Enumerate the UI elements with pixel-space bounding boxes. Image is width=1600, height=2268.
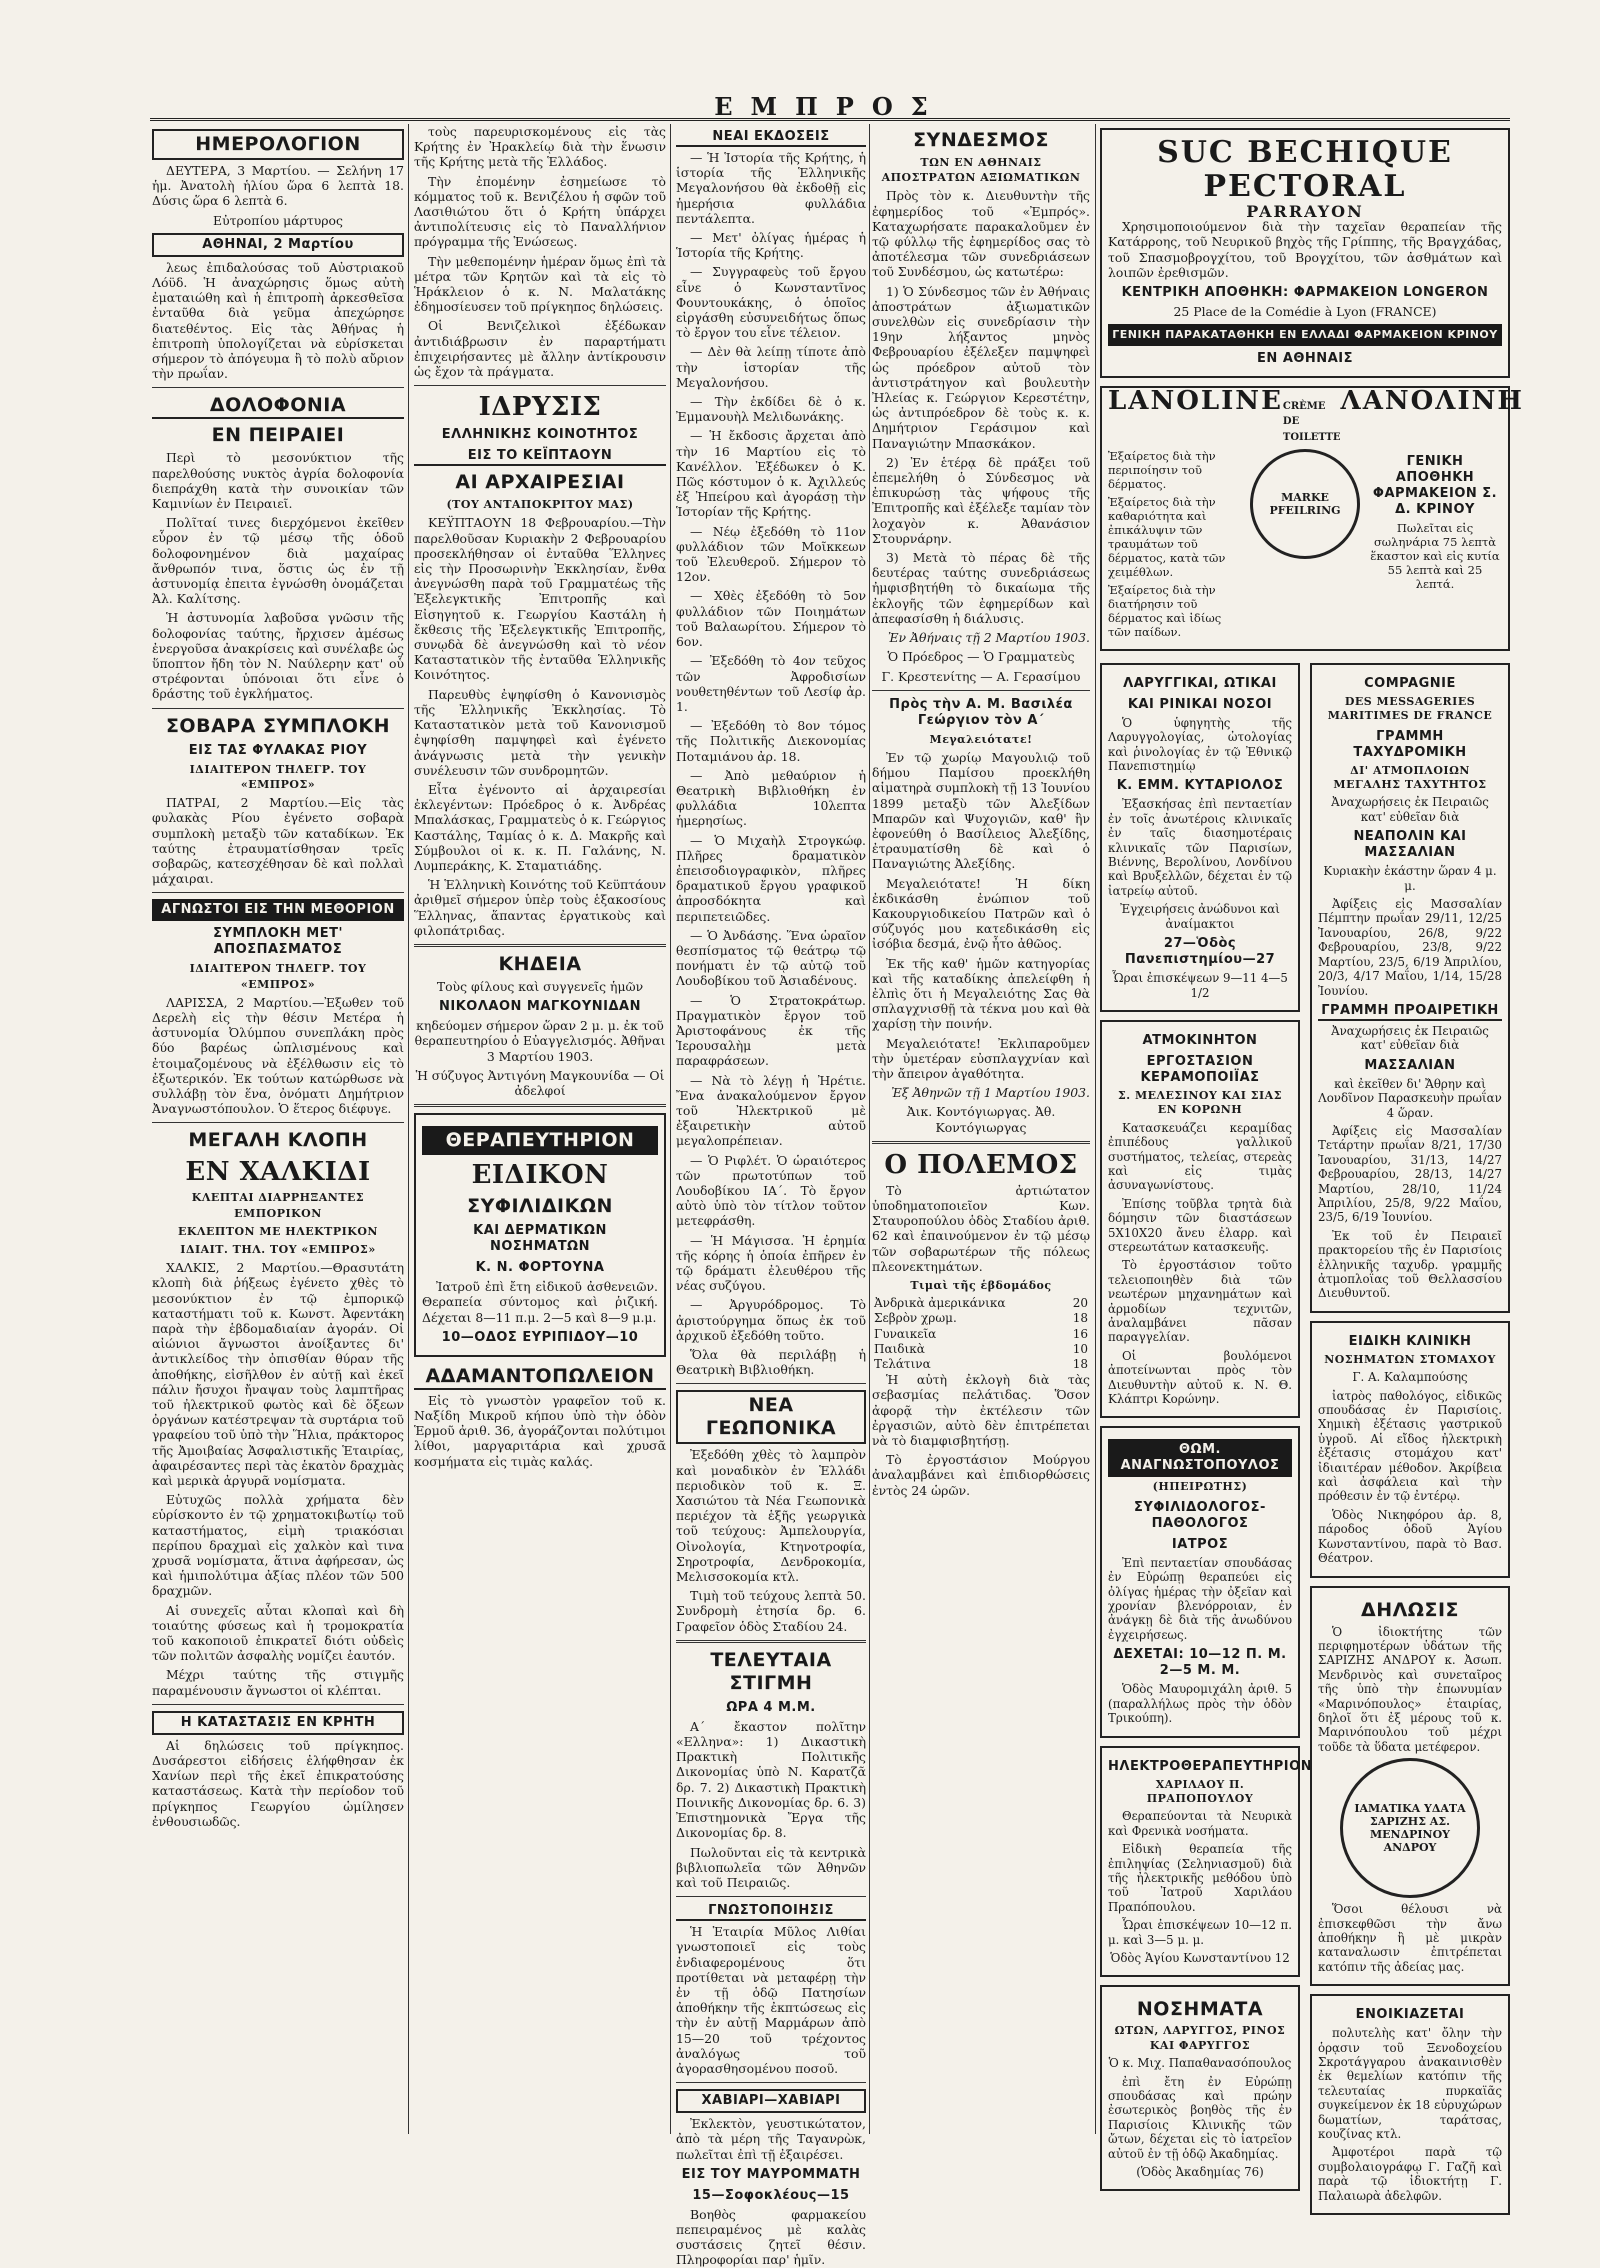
- stomach-address: Ὁδὸς Νικηφόρου ἀρ. 8, πάροδος ὁδοῦ Ἁγίου Κωνσταντίνου, παρὰ τὸ Βασ. Θέατρον.: [1318, 1507, 1502, 1566]
- masthead: ΕΜΠΡΟΣ: [150, 92, 1510, 121]
- rio-headline: ΣΟΒΑΡΑ ΣΥΜΠΛΟΚΗ: [165, 714, 391, 737]
- funeral-text: Τοὺς φίλους καὶ συγγενεῖς ἡμῶν: [436, 978, 644, 994]
- tile-factory-ad: [1100, 1020, 1300, 1419]
- caviar-text: Ἐκλεκτὸν, γευστικώτατον, ἀπὸ τὰ μέρη τῆς Ταγανρὼκ, πωλεῖται ἐπὶ τῇ ἐξαιρέσει.: [676, 2116, 866, 2162]
- electrotherapy-ad: [1100, 1746, 1313, 1978]
- funeral-signature: Ἡ σύζυγος Ἀντιγόνη Μαγκουνίδα — Οἱ ἀδελφοί: [415, 1067, 665, 1098]
- messageries-text: καὶ ἐκεῖθεν δι' Ἄθρην καὶ Λονδῖνον Παρασκευὴν πρωΐαν 4 ὥραν.: [1318, 1076, 1502, 1120]
- publication-item: — Ὁ Ἀνδάσης. Ἕνα ὡραῖον θεσπίσματος τῷ θεάτρῳ τῷ πονήματι ἐν τῷ αὐτῷ τοῦ Λουδοβίκου τοῦ Ἀσιαδένους.: [676, 927, 866, 989]
- foundation-paragraph: Εἶτα ἐγένοντο αἱ ἀρχαιρεσίαι ἐκλεγέντων: Πρόεδρος ὁ κ. Ἀνδρέας Μπαλάσκας, Γραμματεὺς ὁ κ. Γεώργιος Καστάλης, Ταμίας ὁ κ. Δ. Μακρῆς καὶ Σύμβουλοι οἱ κ. κ. Π. Γαλάνης, Ν. Λυμπεράκης, Κ. Σταματιάδης.: [414, 781, 666, 873]
- letter-salutation: Μεγαλειότατε!: [929, 732, 1033, 746]
- larissa-headline-2: ΣΥΜΠΛΟΚΗ ΜΕΤ' ΑΠΟΣΠΑΣΜΑΤΟΣ: [213, 926, 343, 958]
- foundation-headline-3: ΕΙΣ ΤΟ ΚΕΪΠΤΑΟΥΝ: [414, 448, 666, 466]
- doctor-hours: ΔΕΧΕΤΑΙ: 10—12 Π. Μ. 2—5 Μ. Μ.: [1113, 1647, 1287, 1679]
- messageries-ad: [1310, 663, 1510, 1313]
- union-subheading: ΤΩΝ ΕΝ ΑΘΗΝΑΙΣ ΑΠΟΣΤΡΑΤΩΝ ΑΞΙΩΜΑΤΙΚΩΝ: [881, 156, 1081, 185]
- last-minute-text: Πωλοῦνται εἰς τὰ κεντρικὰ βιβλιοπωλεῖα τῶν Ἀθηνῶν καὶ τοῦ Πειραιῶς.: [676, 1844, 866, 1890]
- pectoral-depot: ΚΕΝΤΡΙΚΗ ΑΠΟΘΗΚΗ: ΦΑΡΜΑΚΕΙΟΝ LONGERON: [1121, 285, 1489, 301]
- column-5-ads: [1100, 124, 1524, 2203]
- union-paragraph: Πρὸς τὸν κ. Διευθυντὴν τῆς ἐφημερίδος τοῦ «Ἐμπρός». Καταχωρήσατε παρακαλοῦμεν ἐν τῷ φύλλῳ τῆς ἐφημερίδος σας τὸ ἀποτέλεσμα τῶν συνεδριάσεων τοῦ Συνδέσμου, ὡς κατωτέρω:: [872, 188, 1090, 280]
- lanoline-title: LANOLINE: [1108, 386, 1283, 417]
- publication-item: — Ὁ Ριφλέτ. Ὁ ὡραιότερος τῶν πρωτοτύπων τοῦ Λουδοβίκου ΙΑ΄. Τὸ ἔργον αὐτὸ ὑπὸ τὸν τίτλον τοῦτον μετεφράσθη.: [676, 1152, 866, 1229]
- last-minute-text: Α΄ ἔκαστον πολῖτην «Ελληνα»: 1) Δικαστικὴ Πρακτικὴ Πολιτικῆς Δικονομίας ὑπὸ Ν. Καρατζᾶ δρ. 7. 2) Δικαστικὴ Πρακτικὴ Ποινικῆς Δικονομίας δρ. 6. 3) Ἐπιστημονικὰ Ἔργα τῆς Δικονομίας δρ. 8.: [676, 1718, 866, 1841]
- publication-item: — Ἀργυρόδρομος. Τὸ ἀριστούργημα ὅπως ἐκ τοῦ ἀρχικοῦ ἐξεδόθη τοῦτο.: [676, 1297, 866, 1343]
- stomach-title-2: ΝΟΣΗΜΑΤΩΝ ΣΤΟΜΑΧΟΥ: [1324, 1352, 1496, 1366]
- electro-text: Εἰδικὴ θεραπεία τῆς ἐπιληψίας (Σεληνιασμοῦ) διὰ τῆς ἠλεκτρικῆς μεθόδου ὑπὸ τοῦ Ἰατροῦ Χαριλάου Πραπόπουλου.: [1108, 1842, 1292, 1914]
- publication-item: — Χθὲς ἐξεδόθη τὸ 5ον φυλλάδιον τῶν Ποιημάτων τοῦ Βαλαωρίτου. Σήμερον τὸ 6ον.: [676, 588, 866, 650]
- murder-paragraph: Περὶ τὸ μεσονύκτιον τῆς παρελθούσης νυκτὸς ἀγρία δολοφονία διεπράχθη κατὰ τὴν συνοικίαν τῶν Καμινίων ἐν Πειραιεῖ.: [152, 450, 404, 512]
- diseases-ad: [1100, 1985, 1300, 2191]
- stomach-doctor: Γ. Α. Καλαμπούσης: [1352, 1370, 1468, 1385]
- table-row: Γυναικεῖα 16: [874, 1326, 1088, 1341]
- foundation-headline: ΙΔΡΥΣΙΣ: [478, 392, 602, 423]
- crete-continued: τοὺς παρευρισκομένους εἰς τὰς Κρήτης ἐν Ἠρακλείῳ διὰ τὴν ἕνωσιν τῆς Κρήτης μετὰ τῆς Ἑλλάδος.: [414, 124, 666, 170]
- foundation-headline-4: ΑΙ ΑΡΧΑΙΡΕΣΙΑΙ: [455, 471, 625, 494]
- letter-paragraph: Ἐν τῷ χωρίῳ Μαγουλιῷ τοῦ δήμου Παμίσου προεκλήθη αἱματηρὰ συμπλοκὴ τῇ 13 Ἰουνίου 1899 μεταξὺ τῶν Ἀλεξίδων Μπαρῶν καὶ Ψυχογιῶν, καθ' ἣν ἐφονεύθη ὁ Βασίλειος Ἀλεξίδης, ἐτραυματίσθη δὲ καὶ ὁ Παναγιώτης Ἀλεξίδης.: [872, 749, 1090, 872]
- foundation-paragraph: Ἡ Ἑλληνικὴ Κοινότης τοῦ Κεϋπτάουν ἀριθμεῖ σήμερον ὑπὲρ τοὺς ἑξακοσίους Ἕλληνας, ἅπαντας ἐργατικοὺς καὶ φιλοπάτριδας.: [414, 877, 666, 938]
- pectoral-title: SUC BECHIQUE PECTORAL: [1157, 135, 1453, 204]
- price-table: [872, 1296, 1090, 1372]
- ent-doctor-name: Κ. ΕΜΜ. ΚΥΤΑΡΙΟΛΟΣ: [1116, 778, 1284, 794]
- messageries-text: Ἐκ τοῦ ἐν Πειραιεῖ πρακτορείου τῆς ἐν Παρισίοις ἑλληνικῆς ταχυδρ. γραμμῆς ἀτμοπλοΐας τοῦ Θελλασσίου Διευθυντοῦ.: [1318, 1228, 1502, 1301]
- messageries-subtitle: DES MESSAGERIES MARITIMES DE FRANCE: [1327, 694, 1493, 723]
- crete-headline: Η ΚΑΤΑΣΤΑΣΙΣ ΕΝ ΚΡΗΤΗ: [152, 1711, 404, 1735]
- doctor-address: Ὁδὸς Μαυρομιχάλη ἀριθ. 5 (παραλλήλως πρὸς τὴν ὁδὸν Τρικούπη).: [1108, 1682, 1292, 1726]
- pectoral-address: 25 Place de la Comédie à Lyon (FRANCE): [1173, 304, 1437, 320]
- doctor-title: ΙΑΤΡΟΣ: [1171, 1536, 1229, 1552]
- caviar-address-2: 15—Σοφοκλέους—15: [692, 2187, 850, 2203]
- larissa-headline: ΑΓΝΩΣΤΟΙ ΕΙΣ ΤΗΝ ΜΕΘΟΡΙΟΝ: [152, 899, 404, 921]
- doctor-specialty: ΣΥΦΙΛΙΔΟΛΟΓΟΣ-ΠΑΘΟΛΟΓΟΣ: [1134, 1499, 1266, 1531]
- theft-headline-2: ΕΝ ΧΑΛΚΙΔΙ: [185, 1157, 371, 1188]
- pectoral-ad: [1100, 128, 1510, 378]
- clinic-title: ΘΕΡΑΠΕΥΤΗΡΙΟΝ: [422, 1126, 658, 1155]
- messageries-greek: ΓΡΑΜΜΗ ΤΑΧΥΔΡΟΜΙΚΗ: [1353, 728, 1467, 760]
- diseases-address: (Ὁδὸς Ἀκαδημίας 76): [1136, 2165, 1264, 2180]
- declaration-text: Ὅσοι θέλουσι νὰ ἐπισκεφθῶσι τὴν ἄνω ἀποθήκην ἢ μὲ μικρὰν καταναλωσιν ἐπιτρέπεται κατόπιν τῆς ἀδείας μας.: [1318, 1902, 1502, 1974]
- rio-headline-2: ΕΙΣ ΤΑΣ ΦΥΛΑΚΑΣ ΡΙΟΥ: [188, 742, 368, 758]
- diseases-title: ΝΟΣΗΜΑΤΑ: [1136, 1998, 1264, 2021]
- theft-headline: ΜΕΓΑΛΗ ΚΛΟΠΗ: [188, 1129, 368, 1152]
- ent-text: Ἐξασκήσας ἐπὶ πενταετίαν ἐν τοῖς ἀνωτέροις κλινικαῖς ἐν ταῖς διασημοτέραις κλινικαῖς τῶν Παρισίων, Βιέννης, Βερολίνου, Λονδίνου καὶ Βρυξελλῶν, δέχεται ἐν τῷ ἰατρείῳ αὐτοῦ.: [1108, 797, 1292, 898]
- lanoline-text: Ἐξαίρετος διὰ τὴν περιποίησιν τοῦ δέρματος.: [1108, 448, 1216, 491]
- calendar-saint: Εὐτροπίου μάρτυρος: [213, 212, 343, 228]
- clinic-ad: [414, 1113, 666, 1357]
- foundation-headline-2: ΕΛΛΗΝΙΚΗΣ ΚΟΙΝΟΤΗΤΟΣ: [441, 427, 639, 443]
- ent-text: Ὁ ὑφηγητὴς τῆς Λαρυγγολογίας, ὠτολογίας καὶ ῥινολογίας ἐν τῷ Ἐθνικῷ Πανεπιστημίῳ: [1108, 715, 1292, 774]
- table-row: Παιδικὰ 10: [874, 1341, 1088, 1356]
- foundation-paragraph: ΚΕΫΠΤΑΟΥΝ 18 Φεβρουαρίου.—Τὴν παρελθοῦσαν Κυριακὴν 2 Φεβρουαρίου προσεκλήθησαν οἱ ἐνταῦθα Ἕλληνες εἰς τὴν Προσωρινὴν Ἐκκλησίαν, ἔνθα ἀνεγνώσθη παρὰ τοῦ Γραμματέως τῆς Ἐξελεγκτικῆς Ἐπιτροπῆς καὶ Εἰσηγητοῦ κ. Γεωργίου Καστάλη ἡ ἔκθεσις τῆς Ἐξελεγκτικῆς Ἐπιτροπῆς, συνῳδὰ δὲ ἀνεγνώσθη καὶ τὸ νέον Καταστατικὸν τῆς ἐνταῦθα Ἑλληνικῆς Κοινότητος.: [414, 515, 666, 683]
- column-3: [676, 124, 866, 2268]
- lanoline-price: Πωλεῖται εἰς σωληνάρια 75 λεπτὰ ἕκαστον καὶ εἰς κυτία 55 λεπτὰ καὶ 25 λεπτά.: [1370, 520, 1500, 591]
- letter-paragraph: Μεγαλειότατε! Ἡ δίκη ἐκδικάσθη ἐνώπιον τοῦ Κακουργιοδικείου Πατρῶν καὶ ὁ σύζυγός μου κατεδικάσθη εἰς ἰσόβια δεσμά, ἐνῷ ἦτο ἀθῶος.: [872, 875, 1090, 952]
- lanoline-depot: ΓΕΝΙΚΗ ΑΠΟΘΗΚΗ ΦΑΡΜΑΚΕΙΟΝ Σ. Δ. ΚΡΙΝΟΥ: [1372, 453, 1498, 517]
- foundation-subheading: (ΤΟΥ ΑΝΤΑΠΟΚΡΙΤΟΥ ΜΑΣ): [446, 498, 634, 512]
- price-table-title: Τιμαὶ τῆς ἑβδομάδος: [910, 1279, 1052, 1292]
- factory-text: Οἱ βουλόμενοι ἀποτείνωνται πρὸς τὸν Διευθυντὴν αὐτοῦ κ. Ν. Θ. Κλάπτρι Κορώνην.: [1108, 1348, 1292, 1407]
- larissa-paragraph: ΛΑΡΙΣΣΑ, 2 Μαρτίου.—Ἐξωθεν τοῦ Δερελὴ εἰς τὴν θέσιν Μετέρα ἡ ἀστυνομία Ὀλύμπου συνεπλάκη πρὸς δύο βαρέως ὡπλισμένους καὶ ἐτοιμαζομένους νὰ ἐξέλθωσιν εἰς τὸ ἐξωτερικόν. Ἐκ τούτων κατώρθωσε νὰ συλλάβῃ τὸν ἕνα, ὀνόματι Δημήτριον Ἀναγνωστόπουλον. Ὁ ἕτερος διέφυγε.: [152, 994, 404, 1117]
- publication-item: — Ὁ Στρατοκράτωρ. Πραγματικὸν ἔργον τοῦ Ἀριστοφάνους ἐκ τῆς Ἱερουσαλὴμ μετὰ παραφράσεων.: [676, 992, 866, 1069]
- table-row: Τελάτινα 18: [874, 1357, 1088, 1372]
- syphilis-doctor-ad: [1100, 1426, 1300, 1737]
- letter-paragraph: Μεγαλειότατε! Ἐκλιπαροῦμεν τὴν ὑμετέραν εὐσπλαγχνίαν καὶ τὴν ἄπειρον ἀγαθότητα.: [872, 1035, 1090, 1081]
- pectoral-text: Χρησιμοποιούμενον διὰ τὴν ταχεῖαν θεραπείαν τῆς Κατάρροης, τοῦ Νευρικοῦ βηχὸς τῆς Γρίππης, τῆς Βραγχάδας, τοῦ Σπασμοβρογχίτου, τοῦ Βρογχίτου, τῶν ἀσθμάτων καὶ λοιπῶν ἐρεθισμῶν.: [1108, 219, 1502, 280]
- ent-hours: Ὧραι ἐπισκέψεων 9—11 4—5 1/2: [1112, 971, 1288, 1000]
- agriculture-headline: ΝΕΑ ΓΕΩΠΟΝΙΚΑ: [676, 1390, 866, 1444]
- messageries-destination-2: ΜΑΣΣΑΛΙΑΝ: [1364, 1057, 1456, 1073]
- rent-text: Ἀμφοτέροι παρὰ τῷ συμβολαιογράφῳ Γ. Γαζῆ καὶ παρὰ τῷ ἰδιοκτήτῃ Γ. Παλαιωρὰ ἀδελφῶν.: [1318, 2145, 1502, 2203]
- electro-title: ΗΛΕΚΤΡΟΘΕΡΑΠΕΥΤΗΡΙΟΝ: [1108, 1758, 1313, 1774]
- publication-item: — Ἐξεδόθη τὸ 8ον τόμος τῆς Πολιτικῆς Διεκονομίας Ποταμιάνου ἀρ. 18.: [676, 718, 866, 764]
- union-paragraph: 1) Ὁ Σύνδεσμος τῶν ἐν Ἀθήναις ἀποστράτων ἀξιωματικῶν συνελθὼν εἰς συνεδρίασιν τὴν 19ην λήξαντος μηνὸς Φεβρουαρίου ἐξέλεξεν παμψηφεὶ ὡς πρόεδρον αὐτοῦ τὸν ἀντιστράτηγον καὶ βουλευτὴν Ἠλείας κ. Γεώργιον Κερεστέτην, ὡς ἀντιπρόεδρον δὲ τοὺς κ. κ. Δημήτριον Γεράσιμον καὶ Παναγιώτην Μπασκάκον.: [872, 283, 1090, 451]
- messageries-text: Ἀναχωρήσεις ἐκ Πειραιῶς κατ' εὐθεῖαν διὰ: [1331, 1023, 1489, 1053]
- publication-item: — Δὲν θὰ λείπῃ τίποτε ἀπὸ τὴν ἱστορίαν τῆς Μεγαλονήσου.: [676, 344, 866, 390]
- column-rule: [670, 124, 671, 2134]
- lanoline-middle: CRÈME DE TOILETTE: [1282, 401, 1341, 443]
- publication-item: — Ἡ Μάγισσα. Ἡ ἐρημία τῆς κόρης ἡ ὁποία ἐπῆρεν ἐν τῷ δράματι ἐλευθέρου τῆς νέας συζύγου.: [676, 1232, 866, 1294]
- rent-text: πολυτελὴς κατ' ὄλην τὴν ὁρᾳσιν τοῦ Ξενοδοχείου Σκροτάγγαρου ἀνακαινισθὲν ἐκ θεμελίων κατόπιν τῆς τελευταίας πυρκαϊᾶς συγκείμενον ἐκ 18 εὐρυχώρων δωματίων, ταράτσας, κουζίνας κτλ.: [1318, 2026, 1502, 2142]
- jeweler-headline: ΑΔΑΜΑΝΤΟΠΩΛΕΙΟΝ: [414, 1365, 666, 1390]
- publication-item: — Νὰ τὸ λέγῃ ἡ Ἠρέτιε. Ἔνα ἀνακαλούμενον ἔργον τοῦ Ἠλεκτρικοῦ μὲ ἐξαιρετικὴν αὐτοῦ μεγαλοπρέπειαν.: [676, 1072, 866, 1149]
- messageries-destination: ΝΕΑΠΟΛΙΝ ΚΑΙ ΜΑΣΣΑΛΙΑΝ: [1353, 829, 1467, 861]
- publication-item: — Ὁ Μιχαὴλ Στρογκώφ. Πλῆρες δραματικὸν ἐπεισοδιογραφικὸν, πλῆρες δραματικοῦ ἔργου γραφικοῦ ἀπροσδόκητα καὶ περιπετειῶδες.: [676, 832, 866, 924]
- declaration-ad: [1310, 1586, 1510, 1987]
- messageries-greek-2: ΔΙ' ΑΤΜΟΠΛΟΙΩΝ ΜΕΓΑΛΗΣ ΤΑΧΥΤΗΤΟΣ: [1333, 763, 1487, 792]
- table-row: Σεβρὸν χρωμ. 18: [874, 1311, 1088, 1326]
- electro-title-2: ΧΑΡΙΛΑΟΥ Π. ΠΡΑΠΟΠΟΥΛΟΥ: [1146, 1777, 1254, 1805]
- ent-doctor-ad: [1100, 663, 1300, 1012]
- calendar-body: ΔΕΥΤΕΡΑ, 3 Μαρτίου. — Σελήνη 17 ἡμ. Ἀνατολὴ ἡλίου ὥρα 6 λεπτὰ 18. Δύσις ὥρα 6 λεπτὰ 6.: [152, 163, 404, 209]
- doctor-text: Ἐπὶ πενταετίαν σπουδάσας ἐν Εὐρώπῃ θεραπεύει εἰς ὀλίγας ἡμέρας τὴν ὀξεῖαν καὶ χρονίαν βλενόρροιαν, ἐν ἀνάγκῃ δὲ διὰ τῆς ἀνωδύνου ἐγχειρήσεως.: [1108, 1555, 1292, 1642]
- agriculture-text: Ἐξεδόθη χθὲς τὸ λαμπρὸν καὶ μοναδικὸν ἐν Ἑλλάδι περιοδικὸν τοῦ κ. Ξ. Χασιώτου τὰ Νέα Γεωπονικὰ περιέχον τὰ ἑξῆς γεωργικὰ τοῦ τεύχους: Ἀμπελουργία, Οἰνολογία, Κτηνοτροφία, Σηροτροφία, Δενδροκομία, Μελισσοκομία κτλ.: [676, 1447, 866, 1585]
- calendar-heading: ΗΜΕΡΟΛΟΓΙΟΝ: [152, 129, 404, 160]
- pfeilring-mark-icon: MARKE PFEILRING: [1250, 449, 1360, 559]
- union-paragraph: 3) Μετὰ τὸ πέρας δὲ τῆς δευτέρας ταύτης συνεδριάσεως ἠμφισβητήθη τὸ δικαίωμα τῆς ἐκλογῆς τῶν ἐφημερίδων καὶ ἀπεφασίσθη ἡ διάλυσις.: [872, 550, 1090, 626]
- notice-headline: ΓΝΩΣΤΟΠΟΙΗΣΙΣ: [676, 1903, 866, 1921]
- agriculture-text: Τιμὴ τοῦ τεύχους λεπτὰ 50. Συνδρομὴ ἐτησία δρ. 6. Γραφεῖον ὁδὸς Σταδίου 24.: [676, 1588, 866, 1634]
- funeral-name: ΝΙΚΟΛΑΟΝ ΜΑΓΚΟΥΝΙΔΑΝ: [439, 999, 641, 1015]
- theft-subheading: ΕΚΛΕΠΤΟΝ ΜΕ ΗΛΕΚΤΡΙΚΟΝ: [178, 1224, 378, 1238]
- publication-item: — Ἐξεδόθη τὸ 4ον τεῦχος τῶν Ἀφροδισίων νουθετηθέντων τοῦ Λεσίφ ἀρ. 1.: [676, 653, 866, 714]
- last-minute-headline: ΤΕΛΕΥΤΑΙΑ ΣΤΙΓΜΗ: [710, 1648, 832, 1694]
- messageries-title: COMPAGNIE: [1364, 675, 1456, 691]
- clinic-address: 10—ΟΔΟΣ ΕΥΡΙΠΙΔΟΥ—10: [441, 1329, 639, 1345]
- dateline: ΑΘΗΝΑΙ, 2 Μαρτίου: [152, 233, 404, 257]
- letter-headline: Πρὸς τὴν Α. Μ. Βασιλέα Γεώργιον τὸν Α΄: [889, 696, 1073, 728]
- messageries-text: Ἀφίξεις εἰς Μασσαλίαν Τετάρτην πρωΐαν 8/21, 17/30 Ἰανουαρίου, 31/13, 14/27 Φεβρουαρίου, 28/13, 14/27 Μαρτίου, 28/10, 11/24 Ἀπριλίου, 25/8, 9/22 Μαΐου, 23/5, 6/19 Ἰουνίου.: [1318, 1123, 1502, 1225]
- crete-continued: Τὴν μεθεπομένην ἡμέραν ὅμως ἐπὶ τὰ μέτρα τῶν Κρητῶν καὶ τὰ εἰς τὸ Ἡράκλειον ὁ κ. Ν. Μαλατάκης ἐδημοσίευσεν τοῦ πρίγκηπος δηλώσεις.: [414, 253, 666, 315]
- optional-line: ΓΡΑΜΜΗ ΠΡΟΑΙΡΕΤΙΚΗ: [1318, 1003, 1502, 1021]
- mineral-water-seal-icon: ΙΑΜΑΤΙΚΑ ΥΔΑΤΑ ΣΑΡΙΖΗΣ ΑΣ. ΜΕΝΔΡΙΝΟΥ ΑΝΔΡΟΥ: [1340, 1758, 1480, 1898]
- ent-text: Ἐγχειρήσεις ἀνώδυνοι καὶ ἀναίμακτοι: [1120, 902, 1280, 931]
- publication-item: — Μετ' ὀλίγας ἡμέρας ἡ Ἱστορία τῆς Κρήτης.: [676, 230, 866, 261]
- column-2: [414, 124, 666, 2134]
- lead-paragraph: λεως ἐπιδαλούσας τοῦ Αὐστριακοῦ Λόϋδ. Ἡ ἀναχώρησις ὅμως αὐτὴ ἐματαιώθη καὶ ἡ ἐπιτροπὴ ἀρκεσθεῖσα ἐνταῦθα διὰ γεῦμα ἀπεχώρησε διατεθέντος. Εἰς τὰς Ἀθήνας ἡ ἐπιτροπὴ ὑπολογίζεται νὰ εὑρίσκεται σήμερον τὸ ἀπόγευμα ἢ τὸ πολὺ αὔριον τὴν πρωΐαν.: [152, 259, 404, 382]
- publication-item: — Νέῳ ἐξεδόθη τὸ 11ον φυλλάδιον τῶν Μοῖκκεων τοῦ Ἐλευθεροῦ. Σήμερον τὸ 12ον.: [676, 523, 866, 585]
- union-date: Ἐν Ἀθήναις τῇ 2 Μαρτίου 1903.: [887, 630, 1090, 646]
- war-paragraph: Τὸ ἐργοστάσιον Μούργου ἀναλαμβάνει καὶ ἐπιδιορθώσεις ἐντὸς 24 ὡρῶν.: [872, 1452, 1090, 1498]
- crete-paragraph: Αἱ δηλώσεις τοῦ πρίγκηπος. Δυσάρεστοι εἰδήσεις ἐλήφθησαν ἐκ Χανίων περὶ τῆς ἐκεῖ ἐπικρατούσης καταστάσεως. Κατὰ τὴν περίοδον τοῦ πρίγκηπος Γεωργίου ὡμίλησεν ἐνθουσιωδῶς.: [152, 1737, 404, 1829]
- funeral-headline: ΚΗΔΕΙΑ: [498, 952, 582, 975]
- clinic-title-2: ΕΙΔΙΚΟΝ: [471, 1160, 609, 1191]
- publication-item: Ὅλα θὰ περιλάβῃ ἡ Θεατρικὴ Βιβλιοθήκη.: [676, 1347, 866, 1378]
- union-signature: Ὁ Πρόεδρος — Ὁ Γραμματεὺς: [887, 649, 1075, 665]
- letter-signature: Ἀικ. Κοντόγιωργας. Ἀθ. Κοντόγιωργας: [906, 1104, 1056, 1135]
- rent-title: ΕΝΟΙΚΙΑΖΕΤΑΙ: [1355, 2007, 1465, 2023]
- larissa-subheading: ΙΔΙΑΙΤΕΡΟΝ ΤΗΛΕΓΡ. ΤΟΥ «ΕΜΠΡΟΣ»: [189, 962, 367, 991]
- last-minute-time: ΩΡΑ 4 Μ.Μ.: [726, 1699, 816, 1715]
- publication-item: — Ἀπὸ μεθαύριον ἡ Θεατρικὴ Βιβλιοθήκη ἐν φυλλάδια 10λεπτα ἡμερησίως.: [676, 767, 866, 829]
- ent-title: ΛΑΡΥΓΓΙΚΑΙ, ΩΤΙΚΑΙ: [1123, 675, 1277, 691]
- stomach-title: ΕΙΔΙΚΗ ΚΛΙΝΙΚΗ: [1348, 1333, 1472, 1349]
- doctor-origin: (ΗΠΕΙΡΩΤΗΣ): [1152, 1480, 1248, 1494]
- crete-continued: Οἱ Βενιζελικοὶ ἐξέδωκαν ἀντιδιάβρωσιν ἐν παραρτήματι ἐπιχειρήσαντες μὲ ἄλλην ἀντίκρουσιν ὡς ἔχον τὰ πράγματα.: [414, 318, 666, 380]
- murder-headline-2: ΕΝ ΠΕΙΡΑΙΕΙ: [211, 424, 345, 447]
- lanoline-text: Ἐξαίρετος διὰ τὴν διατήρησιν τοῦ δέρματος καὶ ἰδίως τῶν παίδων.: [1108, 582, 1222, 639]
- electro-address: Ὁδὸς Ἁγίου Κωνσταντίνου 12: [1110, 1950, 1290, 1965]
- factory-title-3: Σ. ΜΕΛΕΣΙΝΟΥ ΚΑΙ ΣΙΑΣ ΕΝ ΚΟΡΩΝΗ: [1118, 1088, 1282, 1117]
- lanoline-text: Ἐξαίρετος διὰ τὴν καθαριότητα καὶ ἐπικάλυψιν τῶν τραυμάτων τοῦ δέρματος, κατὰ τῶν χειμέθλων.: [1108, 494, 1226, 579]
- caviar-headline: ΧΑΒΙΑΡΙ—ΧΑΒΙΑΡΙ: [676, 2089, 866, 2113]
- theft-subheading: ΙΔΙΑΙΤ. ΤΗΛ. ΤΟΥ «ΕΜΠΡΟΣ»: [180, 1242, 376, 1256]
- pharmacy-assistant-text: Βοηθὸς φαρμακείου πεπειραμένος μὲ καλὰς συστάσεις ζητεῖ θέσιν. Πληροφορίαι παρ' ἡμῖν.: [676, 2206, 866, 2268]
- union-headline: ΣΥΝΔΕΣΜΟΣ: [913, 129, 1049, 151]
- column-rule: [869, 124, 870, 2134]
- murder-paragraph: Ἡ ἀστυνομία λαβοῦσα γνῶσιν τῆς δολοφονίας ταύτης, ἤρχισεν ἀμέσως ἐνεργοῦσα ἀνακρίσεις καὶ συνέλαβε ὡς ὕποπτον ἤδη τὸν Ν. Ναύλερην κατ' οὗ στρέφονται ὑπόνοιαι ὅτι εἶνε ὁ δράστης τοῦ ἐγκλήματος.: [152, 610, 404, 702]
- diseases-doctor: Ὁ κ. Μιχ. Παπαθανασόπουλος: [1108, 2056, 1292, 2071]
- factory-text: Κατασκευάζει κεραμίδας ἐπιπέδους γαλλικοῦ συστήματος, τελείας, στερεὰς καὶ εἰς τιμὰς ἀσυναγωνίστους.: [1108, 1120, 1292, 1193]
- column-rule: [1095, 124, 1096, 2134]
- rio-subheading: ΙΔΙΑΙΤΕΡΟΝ ΤΗΛΕΓΡ. ΤΟΥ «ΕΜΠΡΟΣ»: [189, 762, 367, 791]
- publication-item: — Ἡ Ἱστορία τῆς Κρήτης, ἡ ἱστορία τῆς Ἑλληνικῆς Μεγαλονήσου θὰ ἐκδοθῇ εἰς ἡμερήσια φυλλάδια πεντάλεπτα.: [676, 150, 866, 226]
- electro-text: Θεραπεύονται τὰ Νευρικὰ καὶ Φρενικὰ νοσήματα.: [1108, 1809, 1292, 1838]
- factory-title: ATMOKINHTON: [1142, 1032, 1258, 1048]
- column-rule: [408, 124, 409, 2134]
- messageries-text: Ἀναχωρήσεις ἐκ Πειραιῶς κατ' εὐθεῖαν διὰ: [1331, 795, 1489, 824]
- doctor-name: ΘΩΜ. ΑΝΑΓΝΩΣΤΟΠΟΥΛΟΣ: [1108, 1439, 1292, 1477]
- notice-text: Ἡ Ἑταιρία Μῦλος Λιθίαι γνωστοποιεῖ εἰς τοὺς ἐνδιαφερομένους ὅτι προτίθεται νὰ μεταφέρῃ τὴν ἐν τῇ ὁδῷ Πατησίων ἀποθήκην τῆς ἐκπτώσεως εἰς τὴν ἐν αὐτῇ Μαρμάρων ἀπὸ 15—20 τοῦ τρέχοντος ἀναλόγως τοῦ ἀγορασθησομένου ποσοῦ.: [676, 1924, 866, 2076]
- declaration-title: ΔΗΛΩΣΙΣ: [1361, 1598, 1459, 1621]
- stomach-text: ἰατρὸς παθολόγος, εἰδικῶς σπουδάσας ἐν Παρισίοις. Χημικὴ ἐξέτασις γαστρικοῦ ὑγροῦ. Αἱ εἴδος ἠλεκτρικὴ ἐξέτασις στομάχου κατ' ἰδιαιτέραν μέθοδον. Ἀκρίβεια καὶ ἀσφάλεια καὶ τὴν πρόθεσιν ἐν τῷ ἐντέρῳ.: [1318, 1388, 1502, 1504]
- stomach-clinic-ad: [1310, 1321, 1510, 1578]
- publications-headline: ΝΕΑΙ ΕΚΔΟΣΕΙΣ: [676, 129, 866, 147]
- murder-paragraph: Πολῖταί τινες διερχόμενοι ἐκεῖθεν εὗρον ἐν τῷ μέσῳ τῆς ὁδοῦ δολοφονημένον διὰ μαχαίρας ἄνθρωπόν τινα, ὅστις ὡς ἐν τῇ ἀστυνομίᾳ ἐπειτα ἐγνώσθη ὀνομάζεται Ἀλ. Καλίτσης.: [152, 515, 404, 607]
- war-paragraph: Ἡ αὐτὴ ἐκλογὴ διὰ τὰς σεβασμίας πελάτιδας. Ὅσον ἀφορᾷ τὴν ἐκτέλεσιν τῶν ἐργασιῶν, αὐτὸ δὲν ἐπιτρέπεται νὰ τὸ διαμφισβητήσῃ.: [872, 1372, 1090, 1449]
- clinic-doctor: Κ. Ν. ΦΟΡΤΟΥΝΑ: [475, 1260, 605, 1276]
- column-1: [152, 124, 404, 2134]
- messageries-text: Ἀφίξεις εἰς Μασσαλίαν Πέμπτην πρωΐαν 29/11, 12/25 Ἰανουαρίου, 26/8, 9/22 Φεβρουαρίου, 23/8, 9/22 Μαρτίου, 23/5, 6/19 Ἀπριλίου, 20/3, 4/17 Μαΐου, 1/14, 15/28 Ἰουνίου.: [1318, 897, 1502, 998]
- letter-paragraph: Ἐκ τῆς καθ' ἡμῶν κατηγορίας καὶ τῆς καταδίκης ἀπελείφθη ἡ ἐλπὶς ὅτι ἡ Μεγαλειότης Σας θὰ σπλαγχνισθῇ τὰ τέκνα μου καὶ θὰ χαρίσῃ τὴν ποινήν.: [872, 955, 1090, 1032]
- clinic-title-4: ΚΑΙ ΔΕΡΜΑΤΙΚΩΝ ΝΟΣΗΜΑΤΩΝ: [473, 1223, 607, 1255]
- crete-continued: Τὴν ἐπομένην ἐσημείωσε τὸ κόμματος τοῦ κ. Βενιζέλου ἡ σφῶν τοῦ Λασιθιώτου ὅτι ὁ Κρήτη ὑπάρχει ἀντιπολίτευσις εἰς τὸ Παναλλήνιον πρόγραμμα τῆς Ἑνώσεως.: [414, 173, 666, 250]
- letter-date: Ἐξ Ἀθηνῶν τῇ 1 Μαρτίου 1903.: [891, 1085, 1090, 1101]
- factory-title-2: ΕΡΓΟΣΤΑΣΙΟΝ ΚΕΡΑΜΟΠΟΙΪΑΣ: [1140, 1053, 1260, 1085]
- pectoral-greece: ΓΕΝΙΚΗ ΠΑΡΑΚΑΤΑΘΗΚΗ ΕΝ ΕΛΛΑΔΙ ΦΑΡΜΑΚΕΙΟΝ ΚΡΙΝΟΥ: [1108, 324, 1502, 346]
- union-paragraph: 2) Ἐν ἑτέρᾳ δὲ πράξει τοῦ ἐπεμελήθη ὁ Σύνδεσμος νὰ ἐπικυρώσῃ τὰς ψήφους τῆς Ἐπιτροπῆς καὶ ἐξέλεξε ταμίαν τὸν λοχαγὸν κ. Ἀθανάσιον Στουρνάρην.: [872, 454, 1090, 546]
- theft-paragraph: Εὐτυχῶς πολλὰ χρήματα δὲν εὑρίσκοντο ἐν τῷ χρηματοκιβωτίῳ τοῦ καταστήματος, εἰμὴ τριακόσιαι περίπου δραχμαὶ εἰς χαλκὸν καὶ τινα χρυσᾶ νομίσματα, ἅτινα ἀφήρεσαν, ὡς καὶ ἡμιπολύτιμα ἀξίας πλέον τῶν 500 δραχμῶν.: [152, 1492, 404, 1599]
- theft-subheading: ΚΛΕΠΤΑΙ ΔΙΑΡΡΗΞΑΝΤΕΣ ΕΜΠΟΡΙΚΟΝ: [191, 1191, 365, 1220]
- pectoral-city: ΕΝ ΑΘΗΝΑΙΣ: [1257, 351, 1353, 367]
- electro-hours: Ὧραι ἐπισκέψεων 10—12 π. μ. καὶ 3—5 μ. μ.: [1108, 1918, 1292, 1947]
- union-signature: Γ. Κρεστενίτης — Α. Γερασίμου: [881, 668, 1081, 684]
- murder-headline: ΔΟΛΟΦΟΝΙΑ: [152, 394, 404, 419]
- clinic-title-3: ΣΥΦΙΛΙΔΙΚΩΝ: [467, 1195, 613, 1218]
- publication-item: — Ἡ ἔκδοσις ἄρχεται ἀπὸ τὴν 16 Μαρτίου εἰς τὸ Κανέλλον. Ἐξέδωκεν ὁ Κ. Πῶς κόστυμον ὁ κ. Ἀχιλλεύς ἐξ Ἠπείρου καὶ ἀγοράσῃ τὴν Ἱστορίαν τῆς Κρήτης.: [676, 428, 866, 520]
- lanoline-greek: ΛΑΝΟΛΙΝΗ: [1340, 386, 1524, 417]
- jeweler-text: Εἰς τὸ γνωστὸν γραφεῖον τοῦ κ. Ναξίδη Μικροῦ κήπου ὑπὸ τὴν ὁδὸν Ἑρμοῦ ἀριθ. 36, ἀγοράζονται πολύτιμοι λίθοι, μαργαριτάρια καὶ χρυσᾶ κοσμήματα εἰς τιμὰς καλάς.: [414, 1392, 666, 1469]
- pectoral-subtitle: PARRAYON: [1246, 202, 1364, 221]
- factory-text: Ἐπίσης τοῦβλα τρητὰ διὰ δόμησιν τῶν διαστάσεων 5Χ10Χ20 ἄνευ ἐλαρρ. καὶ στερεωτάτων κατασκευῆς.: [1108, 1196, 1292, 1254]
- rio-paragraph: ΠΑΤΡΑΙ, 2 Μαρτίου.—Εἰς τὰς φυλακὰς Ρίου ἐγένετο σοβαρὰ συμπλοκὴ μεταξὺ τῶν καταδίκων. Ἐκ ταύτης ἐτραυματίσθησαν τρεῖς σοβαρῶς, κατεσχέθησαν δὲ καὶ πολλαὶ μάχαιραι.: [152, 795, 404, 887]
- messageries-text: Κυριακὴν ἑκάστην ὥραν 4 μ. μ.: [1323, 864, 1497, 893]
- ent-address: 27—Ὁδὸς Πανεπιστημίου—27: [1124, 936, 1276, 968]
- war-headline: Ο ΠΟΛΕΜΟΣ: [884, 1149, 1078, 1180]
- funeral-text: κηδεύομεν σήμερον ὥραν 2 μ. μ. ἐκ τοῦ θεραπευτηρίου ὁ Εὐαγγελισμός. Ἀθῆναι 3 Μαρτίου 1903.: [414, 1018, 666, 1064]
- declaration-text: Ὁ ἰδιοκτήτης τῶν περιφημοτέρων ὑδάτων τῆς ΣΑΡΙΖΗΣ ΑΝΔΡΟΥ κ. Ἀσωπ. Μενδρινὸς καὶ συνεταῖρος τῆς ὑπὸ τὴν ἐπωνυμίαν «Μαρινόπουλος» ἑταιρίας, δηλοῖ ὅτι ἐξ μέρους τοῦ κ. Μαρινόπουλου τοῦ μέχρι τοῦδε τὰ ὕδατα μετέφερον.: [1318, 1624, 1502, 1754]
- for-rent-ad: [1310, 1994, 1510, 2215]
- table-row: Ἀνδρικὰ ἀμερικάνικα 20: [874, 1296, 1088, 1311]
- theft-paragraph: ΧΑΛΚΙΣ, 2 Μαρτίου.—Θρασυτάτη κλοπὴ διὰ ῥήξεως ἐγένετο χθὲς τὸ μεσονύκτιον ἐν τῷ ἐμπορικῷ καταστήματι τοῦ κ. Κωνστ. Ἀφεντάκη παρὰ τὴν ἑβδομαδιαίαν ἀγοράν. Οἱ αἰώνιοι ἄγνωστοι ἀνοίξαντες δι' ἀντικλείδος τὴν ὀπισθίαν θύραν τῆς ἀποθήκης, εἰσῆλθον ἐν αὐτῇ καὶ ἐκεῖ πάλιν ἤσυχοι ἤναψαν τοὺς λαμπτῆρας τοῦ ἠλεκτρικοῦ φωτὸς καὶ δὲ ὅξεων ὀργάνων κατέστρεψαν τὰ συρτάρια τοῦ γραφείου τοῦ ὑπὸ τὴν Ἥλια, πράκτορος τῆς Ἀμοιβαίας Ἀσφαλιστικῆς Ἑταιρίας, ἀφαιρέσαντες περὶ τὰς ἑκατὸν δραχμὰς καὶ μερικὰ ἀργυρᾶ νομίσματα.: [152, 1260, 404, 1488]
- column-4: [872, 124, 1090, 2134]
- ent-title-2: ΚΑΙ ΡΙΝΙΚΑΙ ΝΟΣΟΙ: [1127, 696, 1273, 712]
- lanoline-ad: [1100, 386, 1524, 651]
- diseases-title-2: ΩΤΩΝ, ΛΑΡΥΓΓΟΣ, ΡΙΝΟΣ ΚΑΙ ΦΑΡΥΓΓΟΣ: [1114, 2024, 1286, 2052]
- theft-paragraph: Μέχρι ταύτης τῆς στιγμῆς παραμένουσιν ἄγνωστοι οἱ κλέπται.: [152, 1667, 404, 1698]
- factory-text: Τὸ ἐργοστάσιον τοῦτο τελειοποιηθὲν διὰ τῶν νεωτέρων μηχανημάτων καὶ ἀρμοδίων τεχνιτῶν, ἀναλαμβάνει πᾶσαν παραγγελίαν.: [1108, 1258, 1292, 1345]
- diseases-text: ἐπὶ ἔτη ἐν Εὐρώπῃ σπουδάσας καὶ πρώην ἐσωτερικὸς βοηθὸς τῆς ἐν Παρισίοις Κλινικῆς τῶν ὤτων, δέχεται εἰς τὸ ἰατρεῖον αὐτοῦ ἐν τῇ ὁδῷ Ἀκαδημίας.: [1108, 2074, 1292, 2161]
- foundation-paragraph: Παρευθὺς ἐψηφίσθη ὁ Κανονισμὸς τῆς Ἑλληνικῆς Ἐκκλησίας. Τὸ Καταστατικὸν μετὰ τοῦ Κανονισμοῦ ἐψηφίσθη παμψηφεὶ καὶ ἐγένετο ἀνάγνωσις μετὰ τὴν γενικὴν συνέλευσιν τῶν συνδρομητῶν.: [414, 686, 666, 778]
- theft-paragraph: Αἱ συνεχεῖς αὗται κλοπαὶ καὶ δὴ τοιαύτης φύσεως καὶ ἡ τρομοκρατία τοῦ κακοποιοῦ ἐπικρατεῖ διότι οὐδεὶς τῶν πολιτῶν ἀσφαλὴς νομίζει ἑαυτόν.: [152, 1602, 404, 1664]
- caviar-address: ΕΙΣ ΤΟΥ ΜΑΥΡΟΜΜΑΤΗ: [681, 2166, 861, 2182]
- clinic-text: Ἰατροῦ ἐπὶ ἔτη εἰδικοῦ ἀσθενειῶν. Θεραπεία σύντομος καὶ ῥιζική. Δέχεται 8—11 π.μ. 2—5 καὶ 8—9 μ.μ.: [422, 1279, 658, 1325]
- publication-item: — Συγγραφεὺς τοῦ ἔργου εἶνε ὁ Κωνσταντῖνος Φουντουκάκης, ὁ ὁποῖος εἰργάσθη εὐσυνειδήτως ὅπως τὸ ἔργον του εἶνε τέλειον.: [676, 264, 866, 341]
- war-paragraph: Τὸ ἀρτιώτατον ὑποδηματοποιεῖον Κων. Σταυροπούλου ὁδὸς Σταδίου ἀριθ. 62 καὶ ἐπαινούμενον ἐν τῷ μέσῳ τῶν σοβαρωτέρων τῆς πόλεως πλεονεκτημάτων.: [872, 1182, 1090, 1274]
- publication-item: — Τὴν ἐκδίδει δὲ ὁ κ. Ἐμμανουὴλ Μελιδωνάκης.: [676, 394, 866, 425]
